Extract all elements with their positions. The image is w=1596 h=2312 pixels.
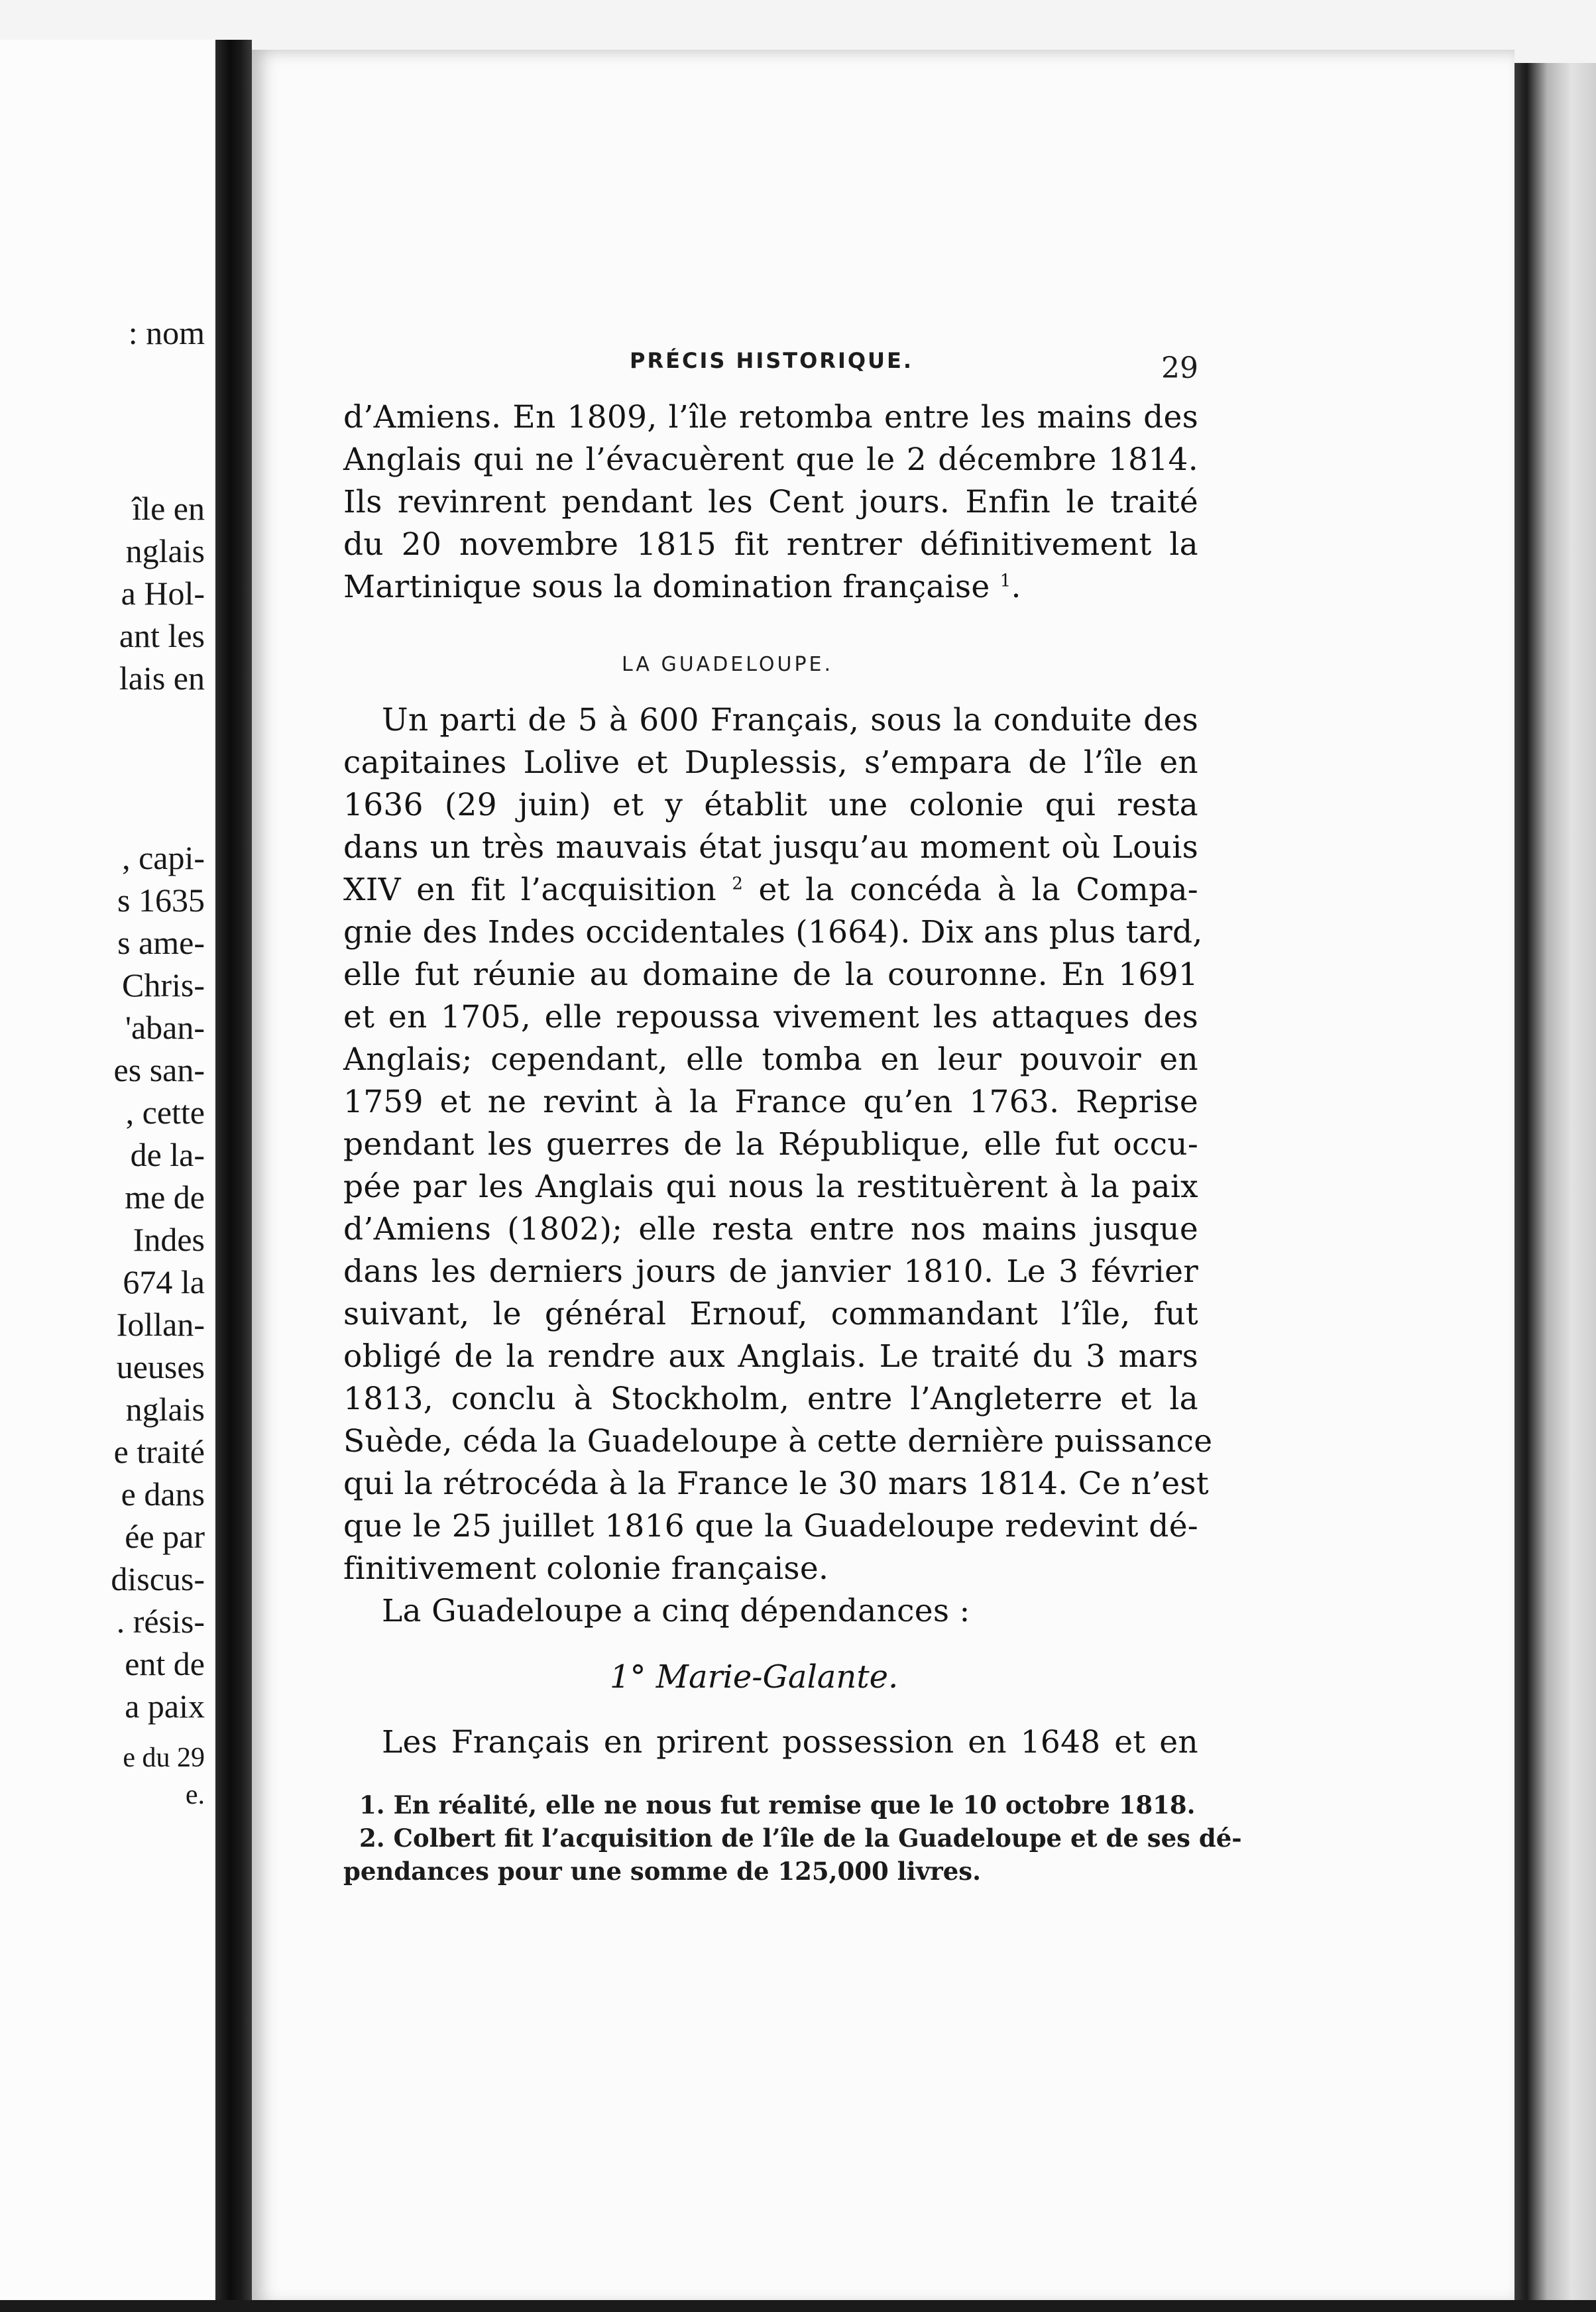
text-line: Anglais; cependant, elle tomba en leur pouvoir en bbox=[343, 1041, 1198, 1078]
page-edge bbox=[1514, 63, 1596, 2310]
left-page-line: discus- bbox=[111, 1560, 205, 1597]
text-line: Les Français en prirent possession en 1648 et en bbox=[382, 1724, 1198, 1761]
footnote-2: 2. Colbert fit l’acquisition de l’île de la Guadeloupe et de ses dé- bbox=[359, 1823, 1242, 1853]
text-line: que le 25 juillet 1816 que la Guadeloupe redevint dé- bbox=[343, 1508, 1198, 1544]
paragraph-guadeloupe-history bbox=[343, 699, 1213, 1633]
text-line: capitaines Lolive et Duplessis, s’empara de l’île en bbox=[343, 744, 1198, 781]
text-line: Martinique sous la domination française $^1$. bbox=[343, 569, 1021, 605]
paragraph-martinique-end bbox=[343, 396, 1198, 608]
text-line: suivant, le général Ernouf, commandant l’île, fut bbox=[343, 1296, 1198, 1332]
text-line: finitivement colonie française. bbox=[343, 1550, 829, 1587]
left-page-line: ueuses bbox=[116, 1348, 205, 1385]
left-page-line: nglais bbox=[125, 1391, 205, 1428]
text-line: 1759 et ne revint à la France qu’en 1763. Reprise bbox=[343, 1084, 1198, 1120]
footnote-1: 1. En réalité, elle ne nous fut remise que le 10 octobre 1818. bbox=[359, 1790, 1196, 1820]
text-line: pendant les guerres de la République, elle fut occu- bbox=[343, 1126, 1198, 1163]
text-line: Anglais qui ne l’évacuèrent que le 2 décembre 1814. bbox=[343, 441, 1198, 478]
left-page-line: : nom bbox=[128, 314, 205, 351]
left-page-line: a paix bbox=[125, 1688, 205, 1725]
text-line: obligé de la rendre aux Anglais. Le traité du 3 mars bbox=[343, 1338, 1198, 1375]
left-page-line: ant les bbox=[119, 617, 205, 654]
left-page-line: lais en bbox=[119, 660, 205, 697]
left-page-line: es san- bbox=[113, 1051, 205, 1088]
footnote-ref[interactable]: 1 bbox=[999, 571, 1011, 591]
left-page-line: e. bbox=[185, 1780, 205, 1810]
left-page-line: ent de bbox=[125, 1645, 205, 1682]
text-line: dans les derniers jours de janvier 1810. Le 3 février bbox=[343, 1253, 1198, 1290]
footnote-ref[interactable]: 2 bbox=[732, 874, 744, 894]
running-head: PRÉCIS HISTORIQUE. bbox=[630, 348, 914, 373]
text-line: elle fut réunie au domaine de la couronne. En 1691 bbox=[343, 956, 1198, 993]
left-page-line: me de bbox=[125, 1179, 205, 1216]
section-title: LA GUADELOUPE. bbox=[622, 653, 834, 676]
left-page-line: e traité bbox=[113, 1433, 205, 1470]
left-page-line: Chris- bbox=[122, 966, 205, 1004]
text-line: et en 1705, elle repoussa vivement les attaques des bbox=[343, 999, 1198, 1035]
text-line: dans un très mauvais état jusqu’au moment où Louis bbox=[343, 829, 1198, 866]
text-line: d’Amiens. En 1809, l’île retomba entre les mains des bbox=[343, 399, 1198, 435]
left-page-line: 674 la bbox=[123, 1263, 205, 1300]
left-facing-page bbox=[0, 40, 215, 2300]
left-page-line: s 1635 bbox=[117, 882, 205, 919]
text-line: d’Amiens (1802); elle resta entre nos mains jusque bbox=[343, 1211, 1198, 1247]
footnotes bbox=[343, 1788, 1242, 1888]
text-line: La Guadeloupe a cinq dépendances : bbox=[382, 1593, 970, 1629]
text-line: gnie des Indes occidentales (1664). Dix ans plus tard, bbox=[343, 914, 1203, 951]
footnote-2-cont: pendances pour une somme de 125,000 livres. bbox=[343, 1857, 981, 1886]
text-line: Ils revinrent pendant les Cent jours. Enfin le traité bbox=[343, 484, 1198, 520]
left-page-line: de la- bbox=[130, 1136, 205, 1173]
left-page-line: 'aban- bbox=[125, 1009, 205, 1046]
text-line: XIV en fit l’acquisition $^2$ et la concéda à la Compa- bbox=[343, 872, 1198, 908]
left-page-line: Indes bbox=[133, 1221, 205, 1258]
left-page-line: s ame- bbox=[117, 924, 205, 961]
paragraph-marie-galante bbox=[343, 1721, 1198, 1764]
text-line: 1813, conclu à Stockholm, entre l’Angleterre et la bbox=[343, 1381, 1198, 1417]
text-line: 1636 (29 juin) et y établit une colonie qui resta bbox=[343, 787, 1198, 823]
left-page-line: . résis- bbox=[116, 1603, 205, 1640]
text-line: Un parti de 5 à 600 Français, sous la conduite des bbox=[382, 702, 1198, 738]
left-page-line: nglais bbox=[125, 532, 205, 569]
left-page-line: a Hol- bbox=[121, 575, 205, 612]
text-line: du 20 novembre 1815 fit rentrer définitivement la bbox=[343, 526, 1198, 563]
text-line: qui la rétrocéda à la France le 30 mars 1814. Ce n’est bbox=[343, 1466, 1209, 1502]
book-gutter bbox=[215, 40, 252, 2307]
page-number: 29 bbox=[1161, 351, 1198, 385]
left-page-line: e du 29 bbox=[123, 1743, 205, 1773]
left-page-line: , cette bbox=[125, 1094, 205, 1131]
text-line: pée par les Anglais qui nous la restituèrent à la paix bbox=[343, 1169, 1198, 1205]
bottom-edge bbox=[0, 2300, 1596, 2312]
subheading-marie-galante: 1° Marie-Galante. bbox=[610, 1658, 899, 1696]
left-page-line: Iollan- bbox=[116, 1306, 205, 1343]
text-line: Suède, céda la Guadeloupe à cette dernière puissance bbox=[343, 1423, 1213, 1460]
left-page-line: île en bbox=[132, 490, 205, 527]
left-page-line: ée par bbox=[125, 1518, 205, 1555]
left-page-line: , capi- bbox=[122, 839, 205, 876]
left-page-line: e dans bbox=[121, 1475, 205, 1513]
